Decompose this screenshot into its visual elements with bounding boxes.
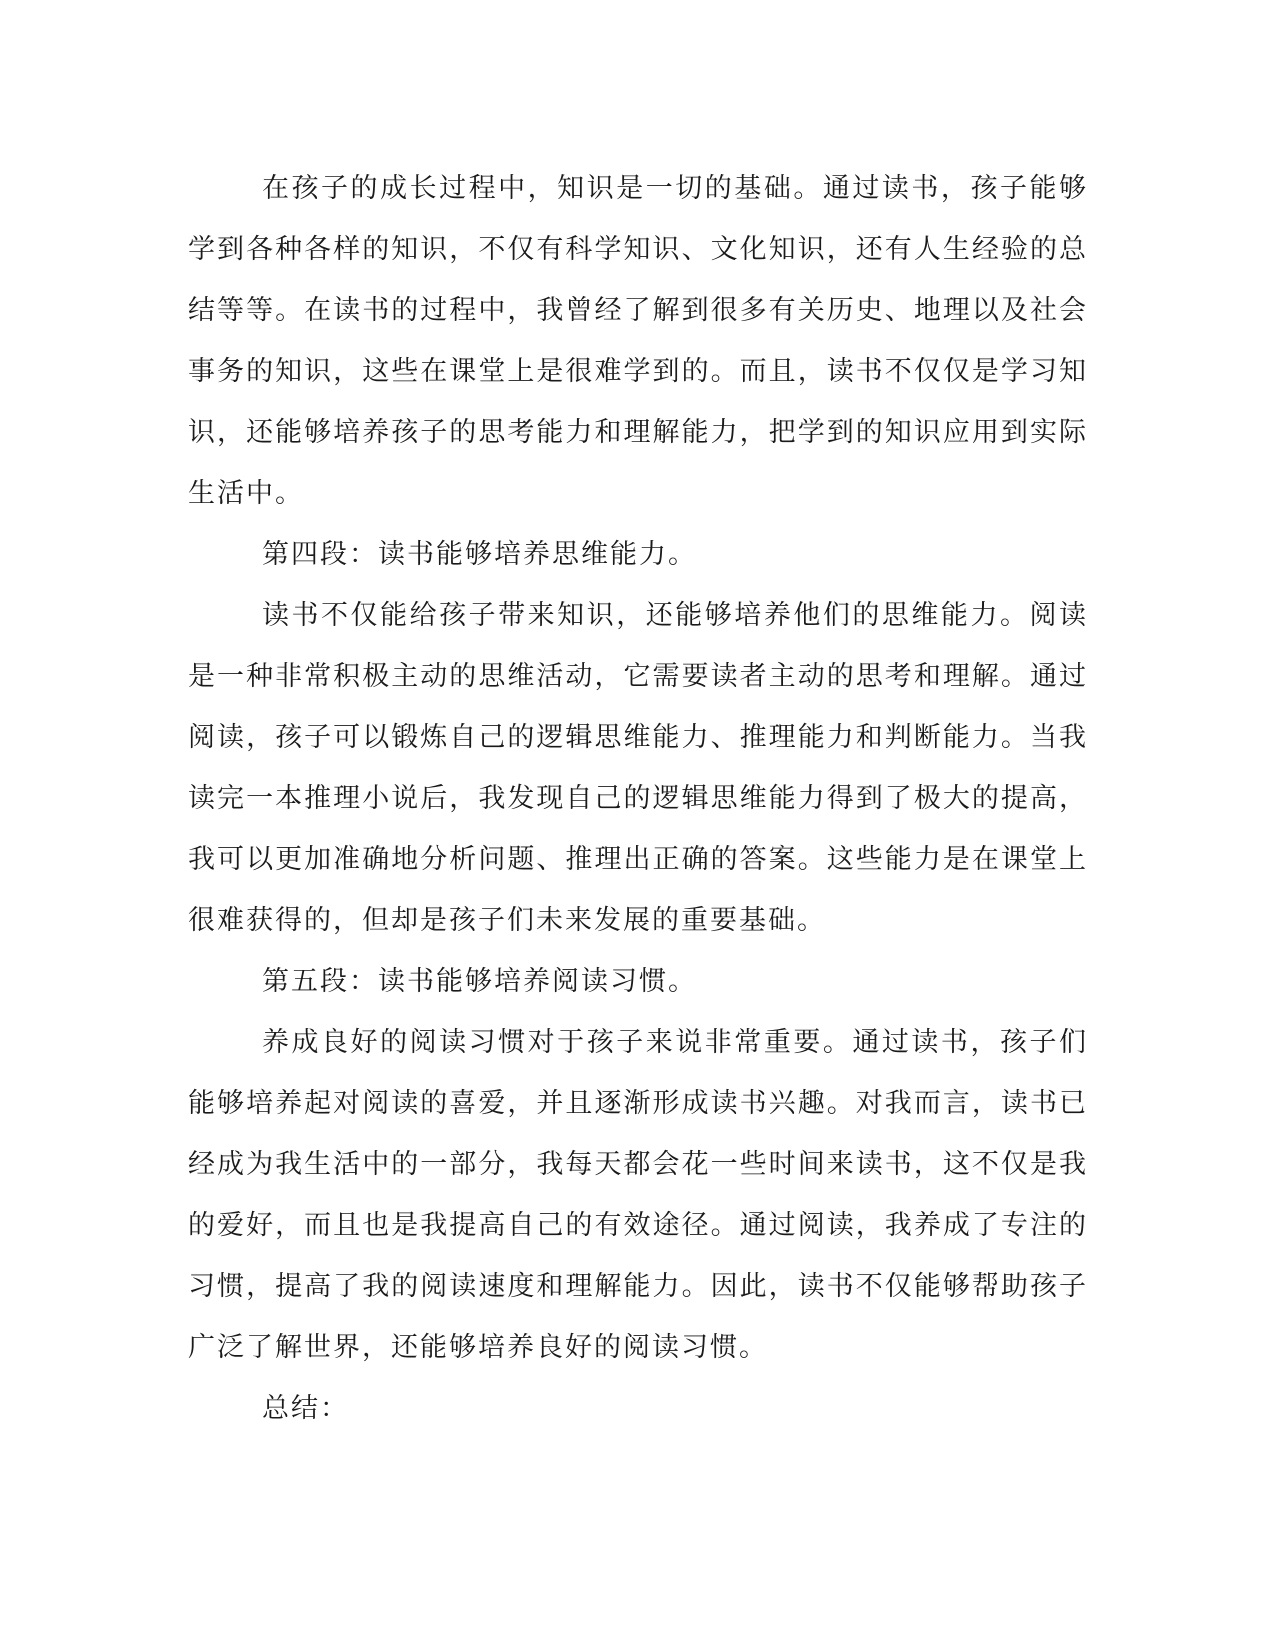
paragraph-knowledge: 在孩子的成长过程中，知识是一切的基础。通过读书，孩子能够学到各种各样的知识，不仅有科学知识、文化知识，还有人生经验的总结等等。在读书的过程中，我曾经了解到很多有关历史、地理以及社会事务的知识，这些在课堂上是很难学到的。而且，读书不仅仅是学习知识，还能够培养孩子的思考能力和理解能力，把学到的知识应用到实际生活中。 <box>188 173 1088 509</box>
paragraph-reading-habit: 养成良好的阅读习惯对于孩子来说非常重要。通过读书，孩子们能够培养起对阅读的喜爱，并且逐渐形成读书兴趣。对我而言，读书已经成为我生活中的一部分，我每天都会花一些时间来读书，这不仅是我的爱好，而且也是我提高自己的有效途径。通过阅读，我养成了专注的习惯，提高了我的阅读速度和理解能力。因此，读书不仅能够帮助孩子广泛了解世界，还能够培养良好的阅读习惯。 <box>188 1027 1088 1363</box>
document-body <box>188 158 1088 1439</box>
paragraph-thinking: 读书不仅能给孩子带来知识，还能够培养他们的思维能力。阅读是一种非常积极主动的思维活动，它需要读者主动的思考和理解。通过阅读，孩子可以锻炼自己的逻辑思维能力、推理能力和判断能力。当我读完一本推理小说后，我发现自己的逻辑思维能力得到了极大的提高，我可以更加准确地分析问题、推理出正确的答案。这些能力是在课堂上很难获得的，但却是孩子们未来发展的重要基础。 <box>188 600 1088 936</box>
section-heading-four: 第四段：读书能够培养思维能力。 <box>262 539 697 570</box>
summary-heading: 总结： <box>262 1393 349 1424</box>
section-heading-five: 第五段：读书能够培养阅读习惯。 <box>262 966 697 997</box>
